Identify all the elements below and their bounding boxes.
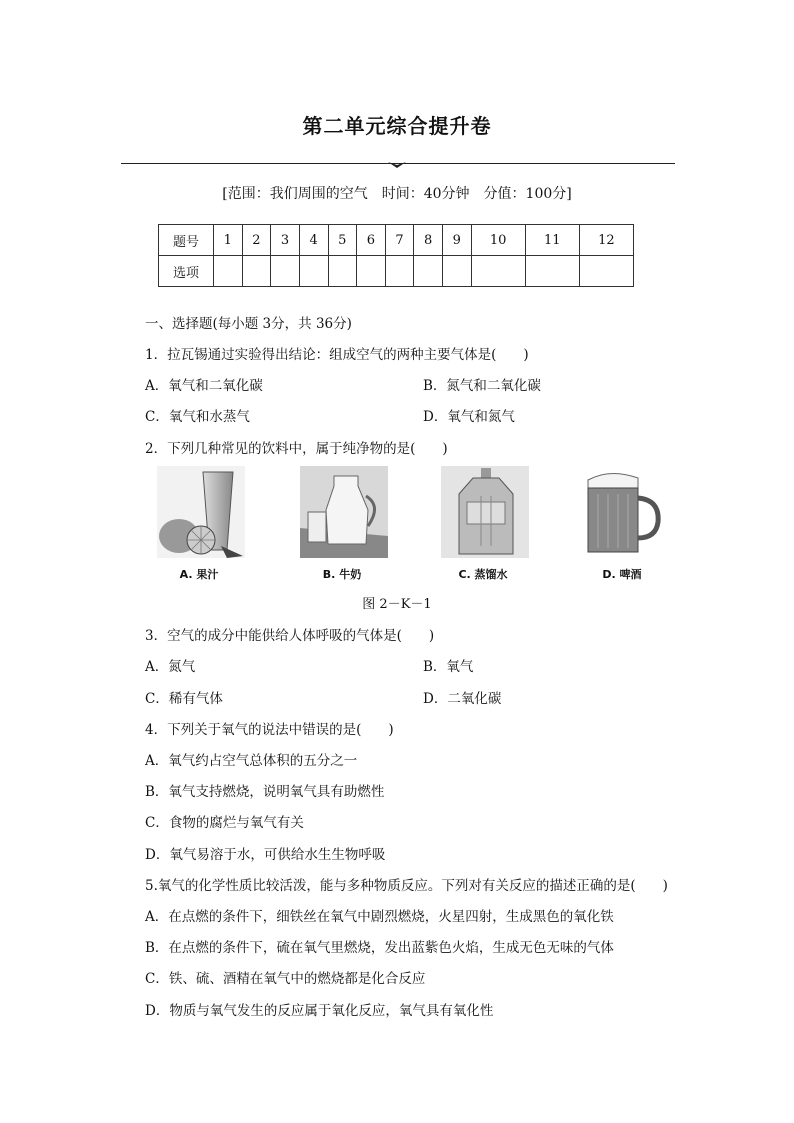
option-b: B．氧气	[423, 659, 474, 675]
option-d: D．二氧化碳	[423, 691, 502, 707]
exam-scope: [范围：我们周围的空气 时间：40分钟 分值：100分]	[222, 186, 572, 202]
option-d: D．物质与氧气发生的反应属于氧化反应，氧气具有氧化性	[145, 1003, 494, 1019]
question-number-cell: 5	[328, 225, 357, 256]
option-a: A．氧气和二氧化碳	[145, 378, 263, 394]
option-image-c	[441, 466, 529, 581]
answer-cell[interactable]	[299, 256, 328, 287]
question-stem: 2．下列几种常见的饮料中，属于纯净物的是( )	[145, 441, 448, 457]
question-number-cell: 7	[385, 225, 414, 256]
answer-cell[interactable]	[414, 256, 443, 287]
option-c: C．食物的腐烂与氧气有关	[145, 815, 304, 831]
question-number-cell: 11	[525, 225, 579, 256]
question-number-cell: 2	[242, 225, 271, 256]
question-stem: 4．下列关于氧气的说法中错误的是( )	[145, 722, 394, 738]
option-b: B．氮气和二氧化碳	[423, 378, 541, 394]
image-caption: C. 蒸馏水	[458, 568, 508, 581]
table-header-cell: 题号	[159, 225, 214, 256]
answer-cell[interactable]	[385, 256, 414, 287]
image-caption: A. 果汁	[179, 568, 219, 581]
option-image-a	[157, 466, 245, 581]
option-d: D．氧气和氮气	[423, 409, 515, 425]
answer-cell[interactable]	[471, 256, 525, 287]
answer-cell[interactable]	[357, 256, 386, 287]
question-number-cell: 9	[443, 225, 472, 256]
option-b: B．氧气支持燃烧，说明氧气具有助燃性	[145, 784, 385, 800]
option-c: C．氧气和水蒸气	[145, 409, 250, 425]
answer-cell[interactable]	[579, 256, 633, 287]
figure-caption: 图 2－K－1	[362, 597, 432, 612]
juice-glass-icon	[157, 466, 245, 558]
option-b: B．在点燃的条件下，硫在氧气里燃烧，发出蓝紫色火焰，生成无色无味的气体	[145, 940, 614, 956]
beer-mug-icon	[580, 466, 668, 558]
answer-cell[interactable]	[242, 256, 271, 287]
question-number-cell: 3	[271, 225, 300, 256]
table-row	[159, 256, 634, 287]
option-image-d	[580, 466, 668, 581]
question-number-cell: 6	[357, 225, 386, 256]
question-number-cell: 12	[579, 225, 633, 256]
answer-cell[interactable]	[443, 256, 472, 287]
drink-images	[140, 466, 680, 586]
question-stem: 5.氧气的化学性质比较活泼，能与多种物质反应。下列对有关反应的描述正确的是( )	[145, 878, 668, 894]
answer-table	[158, 224, 634, 287]
question-stem: 3．空气的成分中能供给人体呼吸的气体是( )	[145, 628, 435, 644]
divider-ornament-icon	[388, 160, 406, 169]
question-number-cell: 4	[299, 225, 328, 256]
question-number-cell: 1	[214, 225, 243, 256]
table-row	[159, 225, 634, 256]
question-number-cell: 8	[414, 225, 443, 256]
image-caption: B. 牛奶	[322, 568, 362, 581]
option-c: C．铁、硫、酒精在氧气中的燃烧都是化合反应	[145, 971, 426, 987]
answer-cell[interactable]	[214, 256, 243, 287]
milk-jug-icon	[300, 466, 388, 558]
image-caption: D. 啤酒	[602, 568, 642, 581]
option-d: D．氧气易溶于水，可供给水生生物呼吸	[145, 847, 386, 863]
water-bottle-icon	[441, 466, 529, 558]
section-heading: 一、选择题(每小题 3分，共 36分)	[145, 316, 352, 332]
answer-cell[interactable]	[525, 256, 579, 287]
answer-cell[interactable]	[328, 256, 357, 287]
option-a: A．氧气约占空气总体积的五分之一	[145, 753, 358, 769]
page-title: 第二单元综合提升卷	[302, 114, 492, 138]
option-image-b	[300, 466, 388, 581]
question-stem: 1．拉瓦锡通过实验得出结论：组成空气的两种主要气体是( )	[145, 347, 529, 363]
option-a: A．氮气	[145, 659, 196, 675]
question-number-cell: 10	[471, 225, 525, 256]
option-c: C．稀有气体	[145, 691, 223, 707]
option-a: A．在点燃的条件下，细铁丝在氧气中剧烈燃烧，火星四射，生成黑色的氧化铁	[145, 909, 614, 925]
table-header-cell: 选项	[159, 256, 214, 287]
answer-cell[interactable]	[271, 256, 300, 287]
